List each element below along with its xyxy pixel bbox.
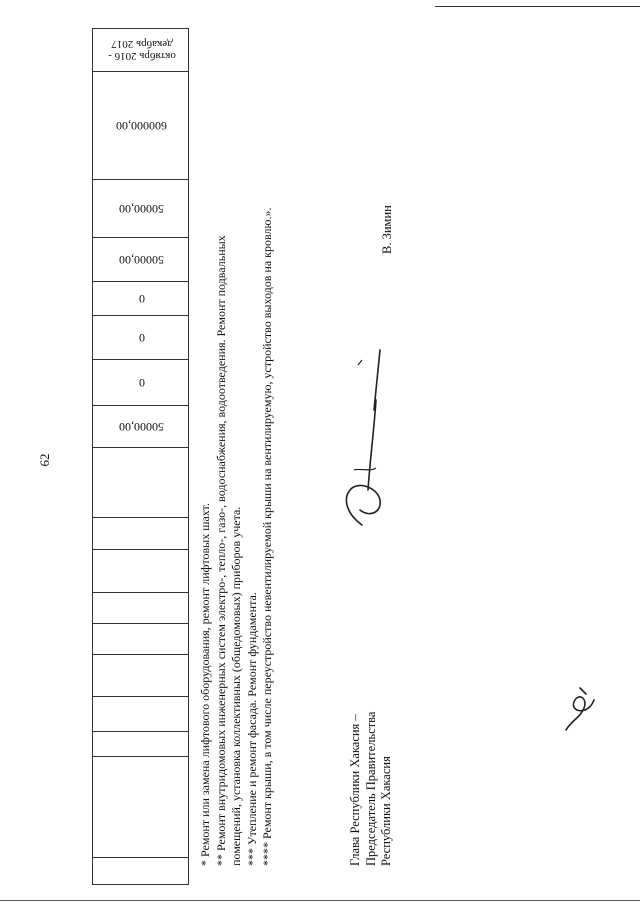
cell-value: 0: [138, 291, 145, 306]
row-divider: [93, 549, 188, 550]
row-divider: [93, 447, 188, 448]
footnote-5: **** Ремонт крыши, в том числе переустройство невентилируемой крыши на вентилируемую, устройство выходов на кровлю.».: [260, 207, 274, 866]
signatory-title-line-3: Республики Хакасия: [379, 756, 393, 866]
row-divider: [93, 857, 188, 858]
row-divider: [93, 756, 188, 757]
data-table: [92, 28, 189, 885]
cell-value: 0: [138, 330, 145, 345]
footnote-2: ** Ремонт внутридомовых инженерных систем электро-, тепло-, газо-, водоснабжения, водоотведения. Ремонт подвальных: [213, 235, 228, 866]
table-cell: [93, 179, 190, 237]
page-number: 62: [37, 453, 52, 467]
cell-value: 50000,00: [119, 419, 164, 434]
cell-value: 0: [138, 375, 145, 390]
signatory-title-line-2: Председатель Правительства: [363, 711, 378, 866]
signatory-title-line-1: Глава Республики Хакасия –: [348, 714, 362, 866]
table-cell: [93, 281, 190, 315]
table-cell: [93, 315, 190, 359]
row-divider: [93, 623, 188, 624]
cell-value: 50000,00: [119, 252, 164, 267]
signatory-name: В. Зимин: [380, 205, 394, 254]
row-divider: [93, 731, 188, 732]
table-cell: [93, 359, 190, 405]
row-divider: [93, 654, 188, 655]
table-cell: [93, 71, 190, 179]
signatory-title: [348, 712, 395, 866]
table-header-cell: [93, 29, 190, 71]
cell-value: 50000,00: [119, 201, 164, 216]
footnote-3: помещений, установка коллективных (общедомовых) приборов учета.: [229, 506, 243, 866]
cell-value: 600000,00: [116, 118, 167, 133]
table-cell: [93, 237, 190, 281]
footnote-4: *** Утепление и ремонт фасада. Ремонт фундамента.: [244, 592, 259, 866]
row-divider: [93, 592, 188, 593]
row-divider: [93, 696, 188, 697]
bottom-rule: [0, 900, 640, 901]
table-cell: [93, 405, 190, 447]
row-divider: [93, 517, 188, 518]
footnote-1: * Ремонт или замена лифтового оборудования, ремонт лифтовых шахт.: [198, 503, 212, 866]
footnotes: [198, 208, 276, 866]
handwritten-mark: [560, 680, 600, 740]
handwritten-signature: [340, 340, 410, 530]
table-header-text: октябрь 2016 - декабрь 2017: [107, 38, 176, 62]
top-rule: [435, 6, 640, 7]
